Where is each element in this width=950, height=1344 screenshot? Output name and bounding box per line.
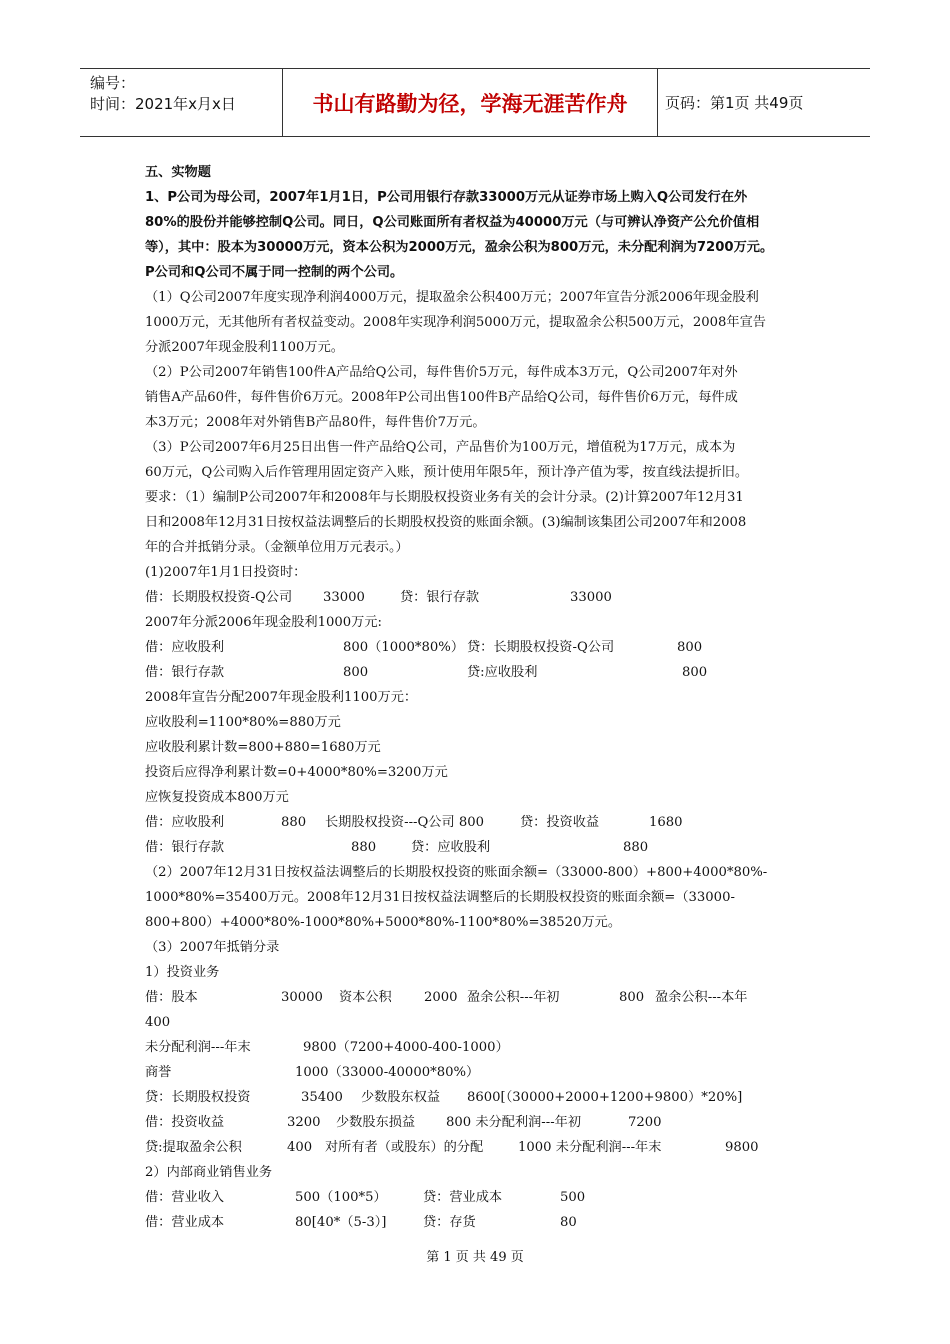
entry-account: 未分配利润---年末 <box>145 1040 251 1055</box>
entry-account: 1000 未分配利润---年末 <box>518 1140 662 1155</box>
text-line: 日和2008年12月31日按权益法调整后的长期股权投资的账面余额。(3)编制该集团公司2007年和2008 <box>145 515 747 530</box>
journal-entry <box>145 635 815 660</box>
text-line: 2）内部商业销售业务 <box>145 1165 273 1180</box>
journal-entry <box>145 1185 815 1210</box>
entry-account: 借：营业收入 <box>145 1190 225 1205</box>
entry-account: 800 未分配利润---年初 <box>446 1115 582 1130</box>
header-meta <box>80 69 282 136</box>
journal-entry <box>145 810 815 835</box>
page-footer: 第 1 页 共 49 页 <box>426 1250 524 1265</box>
question-line: P公司和Q公司不属于同一控制的两个公司。 <box>145 265 404 280</box>
section-title: 五、实物题 <box>145 165 211 180</box>
text-line: 应恢复投资成本800万元 <box>145 790 289 805</box>
entry-amount: 400 <box>287 1140 313 1155</box>
entry-account: 贷:提取盈余公积 <box>145 1140 242 1155</box>
text-line: (1)2007年1月1日投资时： <box>145 565 307 580</box>
entry-account: 贷：营业成本 <box>423 1190 503 1205</box>
document-date: 时间：2021年x月x日 <box>90 95 236 113</box>
header-page-info: 页码：第1页 共49页 <box>665 94 804 112</box>
entry-account: 少数股东权益 <box>361 1090 441 1105</box>
journal-entry <box>145 585 815 610</box>
question-line: 1、P公司为母公司，2007年1月1日，P公司用银行存款33000万元从证券市场上购入Q公司发行在外 <box>145 190 748 205</box>
journal-entry <box>145 660 815 685</box>
text-line: 60万元，Q公司购入后作管理用固定资产入账，预计使用年限5年，预计净产值为零，按直线法提折旧。 <box>145 465 749 480</box>
journal-entry <box>145 1085 815 1110</box>
entry-amount: 800 <box>677 640 703 655</box>
document-number-label: 编号： <box>90 74 136 92</box>
entry-amount: 880 <box>281 815 307 830</box>
entry-account: 贷:应收股利 <box>467 665 538 680</box>
text-line: （3）2007年抵销分录 <box>145 940 280 955</box>
text-line: 要求：（1）编制P公司2007年和2008年与长期股权投资业务有关的会计分录。(2)计算2007年12月31 <box>145 490 744 505</box>
entry-amount: 800 <box>619 990 645 1005</box>
entry-amount: 500（100*5） <box>295 1190 387 1205</box>
text-line: 分派2007年现金股利1100万元。 <box>145 340 344 355</box>
entry-amount: 9800 <box>725 1140 759 1155</box>
journal-entry <box>145 1135 815 1160</box>
entry-amount: 33000 <box>323 590 365 605</box>
entry-amount: 880 <box>351 840 377 855</box>
text-line: （2）2007年12月31日按权益法调整后的长期股权投资的账面余额=（33000-800）+800+4000*80%- <box>145 865 768 880</box>
journal-entry <box>145 1210 815 1235</box>
text-line: 2008年宣告分配2007年现金股利1100万元： <box>145 690 418 705</box>
journal-entry <box>145 1060 815 1085</box>
entry-account: 贷：应收股利 <box>411 840 491 855</box>
question-line: 80%的股份并能够控制Q公司。同日，Q公司账面所有者权益为40000万元（与可辨认净资产公允价值相 <box>145 215 760 230</box>
entry-account: 借：股本 <box>145 990 198 1005</box>
text-line: 投资后应得净利累计数=0+4000*80%=3200万元 <box>145 765 448 780</box>
entry-account: 借：应收股利 <box>145 815 225 830</box>
question-line: 等），其中：股本为30000万元，资本公积为2000万元，盈余公积为800万元，未分配利润为7200万元。 <box>145 240 774 255</box>
entry-account: 借：营业成本 <box>145 1215 225 1230</box>
journal-entry <box>145 835 815 860</box>
entry-amount: 800 <box>343 665 369 680</box>
entry-account: 资本公积 <box>339 990 392 1005</box>
header-divider <box>657 69 658 136</box>
text-line: 1000*80%=35400万元。2008年12月31日按权益法调整后的长期股权投资的账面余额=（33000- <box>145 890 735 905</box>
journal-entry <box>145 1110 815 1135</box>
text-line: 应收股利=1100*80%=880万元 <box>145 715 341 730</box>
journal-entry <box>145 985 815 1010</box>
entry-amount: 9800（7200+4000-400-1000） <box>303 1040 509 1055</box>
entry-account: 贷：存货 <box>423 1215 476 1230</box>
entry-amount: 3200 <box>287 1115 321 1130</box>
entry-amount: 8600[（30000+2000+1200+9800）*20%] <box>467 1090 743 1105</box>
entry-amount: 30000 <box>281 990 323 1005</box>
entry-account: 贷：银行存款 <box>400 590 480 605</box>
entry-account: 少数股东损益 <box>336 1115 416 1130</box>
text-line: 1000万元，无其他所有者权益变动。2008年实现净利润5000万元，提取盈余公积500万元，2008年宣告 <box>145 315 766 330</box>
entry-account: 贷：长期股权投资 <box>145 1090 251 1105</box>
text-line: 应收股利累计数=800+880=1680万元 <box>145 740 381 755</box>
text-line: （1）Q公司2007年度实现净利润4000万元，提取盈余公积400万元；2007年宣告分派2006年现金股利 <box>145 290 759 305</box>
text-line: （2）P公司2007年销售100件A产品给Q公司，每件售价5万元，每件成本3万元，Q公司2007年对外 <box>145 365 738 380</box>
entry-amount: 800（1000*80%） <box>343 640 465 655</box>
entry-account: 贷：长期股权投资-Q公司 <box>467 640 615 655</box>
entry-amount: 35400 <box>301 1090 343 1105</box>
text-line: 800+800）+4000*80%-1000*80%+5000*80%-1100*80%=38520万元。 <box>145 915 622 930</box>
entry-account: 盈余公积---年初 <box>467 990 560 1005</box>
entry-amount: 800 <box>682 665 708 680</box>
header-motto: 书山有路勤为径，学海无涯苦作舟 <box>312 91 628 116</box>
entry-account: 借：银行存款 <box>145 665 225 680</box>
entry-account: 借：银行存款 <box>145 840 225 855</box>
entry-account: 长期股权投资---Q公司 800 <box>325 815 485 830</box>
entry-account: 借：应收股利 <box>145 640 225 655</box>
entry-amount: 500 <box>560 1190 586 1205</box>
entry-amount: 1680 <box>649 815 683 830</box>
text-line: 年的合并抵销分录。（金额单位用万元表示。） <box>145 540 409 555</box>
entry-amount: 33000 <box>570 590 612 605</box>
text-line: 400 <box>145 1015 171 1030</box>
entry-amount: 1000（33000-40000*80%） <box>295 1065 480 1080</box>
journal-entry <box>145 1035 815 1060</box>
entry-amount: 7200 <box>628 1115 662 1130</box>
entry-amount: 880 <box>623 840 649 855</box>
entry-amount: 2000 <box>424 990 458 1005</box>
text-line: 销售A产品60件，每件售价6万元。2008年P公司出售100件B产品给Q公司，每件售价6万元，每件成 <box>145 390 738 405</box>
page-header <box>80 68 870 137</box>
entry-account: 贷：投资收益 <box>520 815 600 830</box>
entry-account: 商誉 <box>145 1065 172 1080</box>
entry-amount: 80[40*（5-3）] <box>295 1215 387 1230</box>
entry-amount: 80 <box>560 1215 577 1230</box>
text-line: 2007年分派2006年现金股利1000万元: <box>145 615 383 630</box>
document-body <box>145 160 815 1235</box>
entry-account: 盈余公积---本年 <box>655 990 748 1005</box>
text-line: 1）投资业务 <box>145 965 220 980</box>
entry-account: 借：投资收益 <box>145 1115 225 1130</box>
entry-account: 对所有者（或股东）的分配 <box>325 1140 484 1155</box>
entry-account: 借：长期股权投资-Q公司 <box>145 590 293 605</box>
text-line: （3）P公司2007年6月25日出售一件产品给Q公司，产品售价为100万元，增值税为17万元，成本为 <box>145 440 736 455</box>
text-line: 本3万元；2008年对外销售B产品80件，每件售价7万元。 <box>145 415 486 430</box>
